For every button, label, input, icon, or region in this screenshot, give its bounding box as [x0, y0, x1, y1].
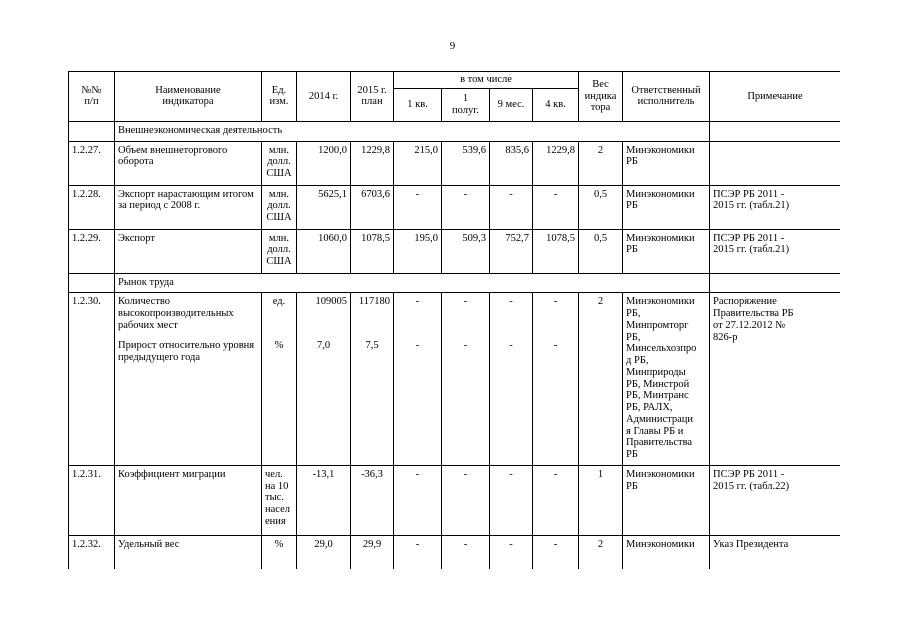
unit: % [262, 337, 297, 465]
row-num: 1.2.29. [69, 229, 115, 273]
table-row [69, 465, 841, 535]
value-q4: 1229,8 [533, 141, 579, 185]
value-2015-plan: 29,9 [351, 535, 394, 569]
value-9m: - [490, 465, 533, 535]
empty-cell [69, 121, 115, 141]
note: Указ Президента [710, 535, 840, 569]
value-2014: 7,0 [297, 337, 351, 465]
unit: чел. на 10 тыс. насел ения [262, 465, 297, 535]
section-row [69, 273, 841, 293]
header-q4: 4 кв. [533, 88, 579, 121]
row-num: 1.2.32. [69, 535, 115, 569]
responsible: Минэкономики РБ [623, 465, 710, 535]
weight: 2 [579, 535, 623, 569]
value-2015-plan: 117180 [351, 293, 394, 338]
value-q1: - [394, 293, 442, 338]
weight: 1 [579, 465, 623, 535]
table-row [69, 141, 841, 185]
unit: млн. долл. США [262, 229, 297, 273]
section-title-foreign-trade: Внешнеэкономическая деятельность [115, 121, 710, 141]
header-name: Наименование индикатора [115, 72, 262, 122]
value-q4: 1078,5 [533, 229, 579, 273]
value-q1: 215,0 [394, 141, 442, 185]
indicator-name: Удельный вес [115, 535, 262, 569]
empty-cell [710, 121, 840, 141]
value-9m: 835,6 [490, 141, 533, 185]
unit: млн. долл. США [262, 185, 297, 229]
value-half1: - [442, 337, 490, 465]
value-half1: - [442, 465, 490, 535]
value-half1: - [442, 293, 490, 338]
empty-cell [69, 273, 115, 293]
table-container [68, 71, 840, 569]
note [710, 141, 840, 185]
unit: ед. [262, 293, 297, 338]
value-q4: - [533, 293, 579, 338]
header-2015-plan: 2015 г. план [351, 72, 394, 122]
value-half1: 539,6 [442, 141, 490, 185]
value-q1: - [394, 337, 442, 465]
indicator-name: Коэффициент миграции [115, 465, 262, 535]
section-row [69, 121, 841, 141]
value-half1: - [442, 535, 490, 569]
note: ПСЭР РБ 2011 - 2015 гг. (табл.22) [710, 465, 840, 535]
header-q1: 1 кв. [394, 88, 442, 121]
weight: 0,5 [579, 229, 623, 273]
value-9m: - [490, 337, 533, 465]
value-2014: 29,0 [297, 535, 351, 569]
value-q4: - [533, 185, 579, 229]
value-9m: - [490, 293, 533, 338]
header-weight: Вес индика тора [579, 72, 623, 122]
header-half1: 1 полуг. [442, 88, 490, 121]
table-row [69, 293, 841, 338]
responsible: Минэкономики [623, 535, 710, 569]
section-title-labor-market: Рынок труда [115, 273, 710, 293]
value-2015-plan: 6703,6 [351, 185, 394, 229]
note: ПСЭР РБ 2011 - 2015 гг. (табл.21) [710, 229, 840, 273]
responsible: Минэкономики РБ [623, 185, 710, 229]
value-2014: 5625,1 [297, 185, 351, 229]
value-q1: - [394, 535, 442, 569]
responsible: Минэкономики РБ [623, 141, 710, 185]
indicator-name: Количество высокопроизводительных рабочих мест [115, 293, 262, 338]
unit: % [262, 535, 297, 569]
unit: млн. долл. США [262, 141, 297, 185]
row-num: 1.2.31. [69, 465, 115, 535]
value-9m: - [490, 535, 533, 569]
value-q1: - [394, 185, 442, 229]
empty-cell [710, 273, 840, 293]
page-number: 9 [449, 40, 456, 52]
value-half1: 509,3 [442, 229, 490, 273]
row-num: 1.2.30. [69, 293, 115, 466]
value-q1: 195,0 [394, 229, 442, 273]
header-9m: 9 мес. [490, 88, 533, 121]
table-row [69, 535, 841, 569]
value-2015-plan: -36,3 [351, 465, 394, 535]
header-2014: 2014 г. [297, 72, 351, 122]
weight: 2 [579, 141, 623, 185]
value-half1: - [442, 185, 490, 229]
value-2014: 1200,0 [297, 141, 351, 185]
header-unit: Ед. изм. [262, 72, 297, 122]
value-9m: 752,7 [490, 229, 533, 273]
indicator-name: Прирост относительно уровня предыдущего года [115, 337, 262, 465]
value-q4: - [533, 535, 579, 569]
header-responsible: Ответственный исполнитель [623, 72, 710, 122]
table-row [69, 229, 841, 273]
note: Распоряжение Правительства РБ от 27.12.2012 № 826-р [710, 293, 840, 466]
value-2014: 1060,0 [297, 229, 351, 273]
value-2014: 109005 [297, 293, 351, 338]
note: ПСЭР РБ 2011 - 2015 гг. (табл.21) [710, 185, 840, 229]
indicator-name: Объем внешнеторгового оборота [115, 141, 262, 185]
responsible: Минэкономики РБ, Минпромторг РБ, Минсельхозпро д РБ, Минприроды РБ, Минстрой РБ, Минтранс РБ, РАЛХ, Администраци я Главы РБ и Правительства РБ [623, 293, 710, 466]
value-q1: - [394, 465, 442, 535]
value-9m: - [490, 185, 533, 229]
header-num: №№ п/п [69, 72, 115, 122]
value-q4: - [533, 465, 579, 535]
row-num: 1.2.28. [69, 185, 115, 229]
weight: 0,5 [579, 185, 623, 229]
indicator-name: Экспорт [115, 229, 262, 273]
value-q4: - [533, 337, 579, 465]
responsible: Минэкономики РБ [623, 229, 710, 273]
header-including: в том числе [394, 72, 579, 89]
header-note: Примечание [710, 72, 840, 122]
value-2015-plan: 1229,8 [351, 141, 394, 185]
value-2015-plan: 1078,5 [351, 229, 394, 273]
weight: 2 [579, 293, 623, 466]
indicator-name: Экспорт нарастающим итогом за период с 2008 г. [115, 185, 262, 229]
value-2015-plan: 7,5 [351, 337, 394, 465]
table-row [69, 185, 841, 229]
indicators-table [68, 71, 840, 569]
row-num: 1.2.27. [69, 141, 115, 185]
value-2014: -13,1 [297, 465, 351, 535]
